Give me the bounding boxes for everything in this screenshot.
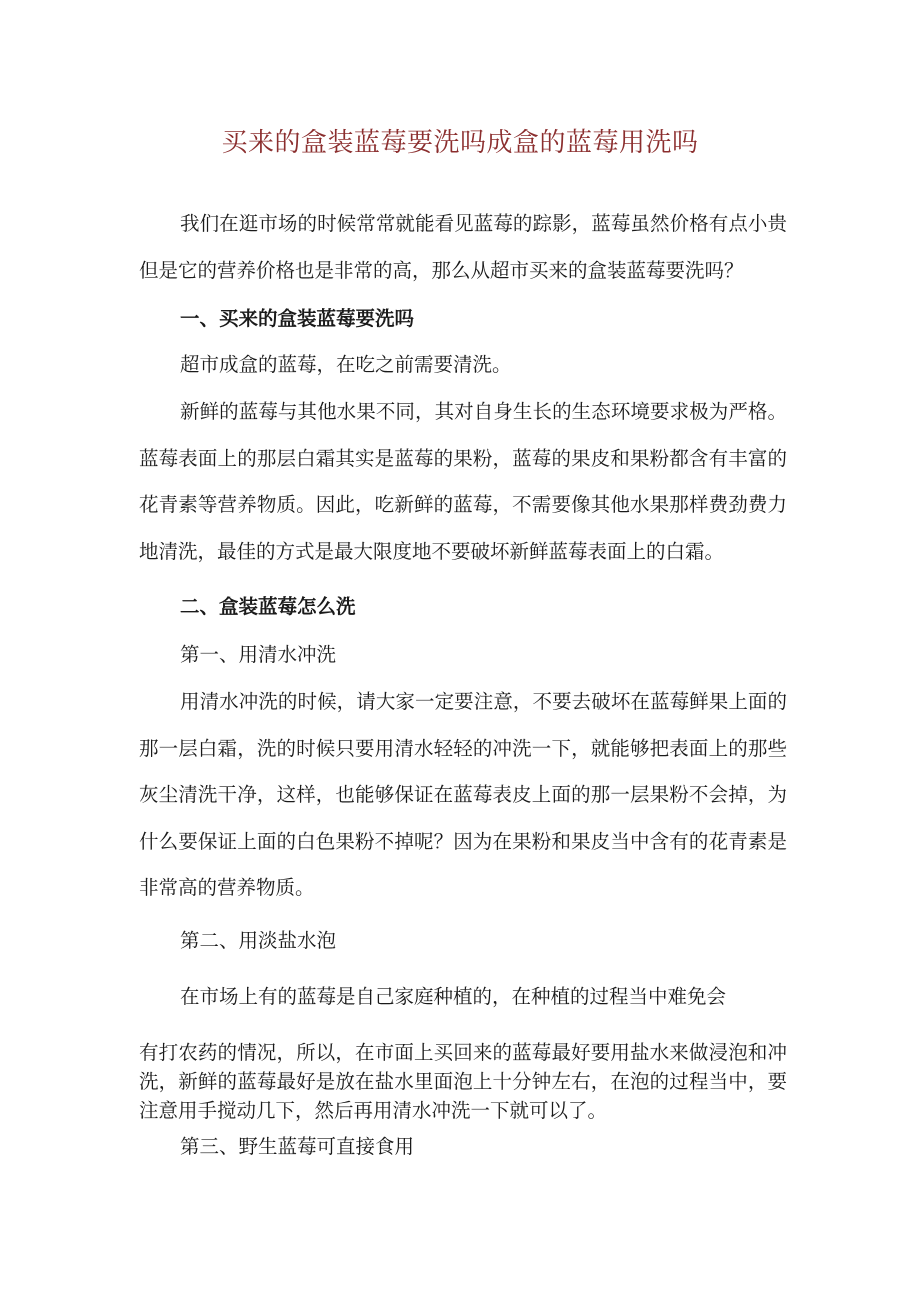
step2-paragraph-rest: 有打农药的情况，所以，在市面上买回来的蓝莓最好要用盐水来做浸泡和冲洗，新鲜的蓝莓最好是放在盐水里面泡上十分钟左右，在泡的过程当中，要注意用手搅动几下，然后再用清水冲洗一下就可以了。 — [139, 1041, 787, 1122]
page-title: 买来的盒装蓝莓要洗吗成盒的蓝莓用洗吗 — [221, 128, 699, 158]
section2-heading: 二、盒装蓝莓怎么洗 — [180, 595, 356, 618]
section1-paragraph-2: 新鲜的蓝莓与其他水果不同，其对自身生长的生态环境要求极为严格。蓝莓表面上的那层白霜其实是蓝莓的果粉，蓝莓的果皮和果粉都含有丰富的花青素等营养物质。因此，吃新鲜的蓝莓，不需要像其他水果那样费劲费力地清洗，最佳的方式是最大限度地不要破坏新鲜蓝莓表面上的白霜。 — [139, 400, 787, 563]
section1-paragraph-1: 超市成盒的蓝莓，在吃之前需要清洗。 — [180, 353, 512, 376]
step1-paragraph: 用清水冲洗的时候，请大家一定要注意，不要去破坏在蓝莓鲜果上面的那一层白霜，洗的时候只要用清水轻轻的冲洗一下，就能够把表面上的那些灰尘清洗干净，这样，也能够保证在蓝莓表皮上面的那一层果粉不会掉，为什么要保证上面的白色果粉不掉呢？因为在果粉和果皮当中含有的花青素是非常高的营养物质。 — [139, 690, 787, 899]
step2-title: 第二、用淡盐水泡 — [180, 929, 337, 952]
step2-paragraph-line1: 在市场上有的蓝莓是自己家庭种植的，在种植的过程当中难免会 — [180, 985, 727, 1008]
step1-title: 第一、用清水冲洗 — [180, 643, 337, 666]
step3-title: 第三、野生蓝莓可直接食用 — [180, 1135, 415, 1158]
intro-paragraph: 我们在逛市场的时候常常就能看见蓝莓的踪影，蓝莓虽然价格有点小贵但是它的营养价格也是非常的高，那么从超市买来的盒装蓝莓要洗吗？ — [139, 212, 787, 282]
section1-heading: 一、买来的盒装蓝莓要洗吗 — [180, 307, 415, 330]
